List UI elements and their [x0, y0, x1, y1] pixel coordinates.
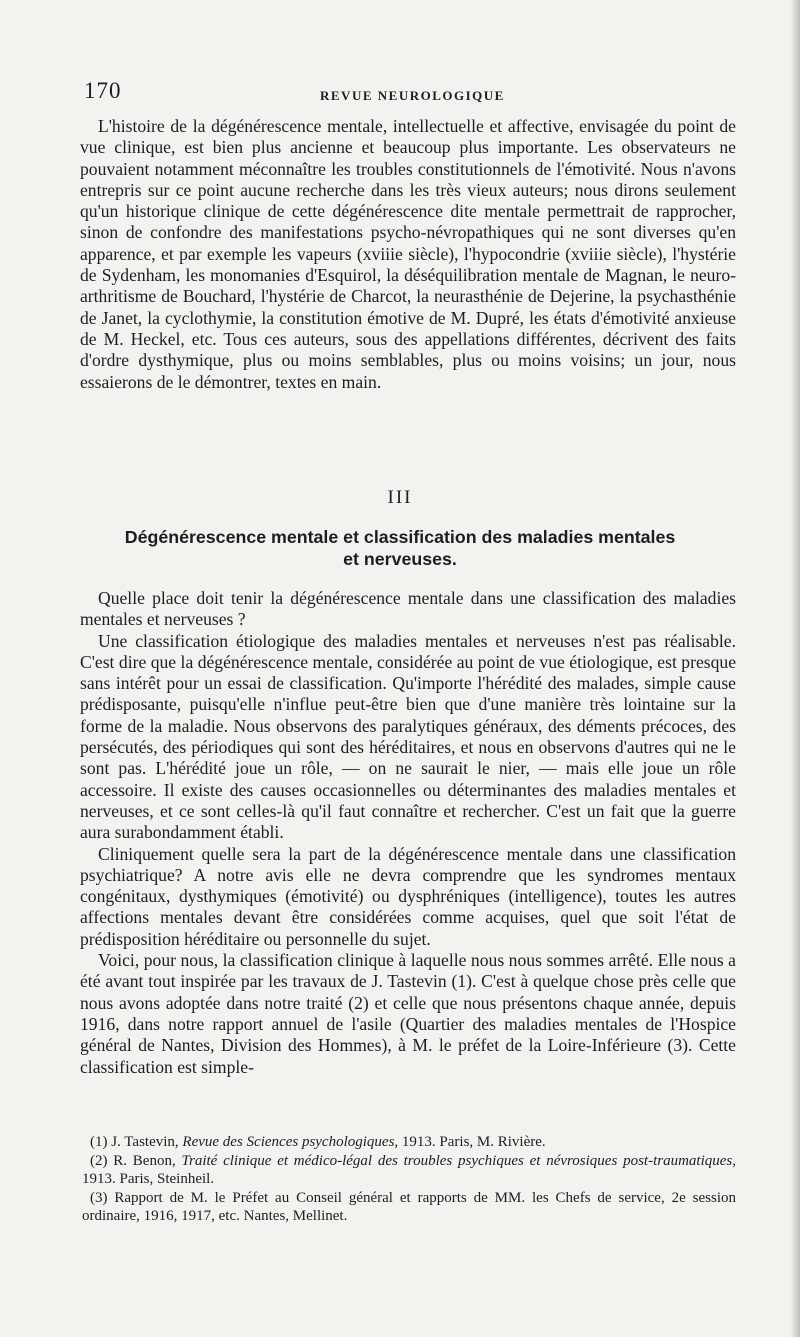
paragraph: Cliniquement quelle sera la part de la dégénérescence mentale dans une classification psychiatrique? A notre avis elle ne devra comprendre que les syndromes mentaux congénitaux, dysthymiques (émotivité) ou dysphréniques (intelligence), toutes les autres affections mentales devant être considérées comme acquises, quel que soit l'état de prédisposition héréditaire ou personnelle du sujet. — [80, 843, 736, 949]
footnote — [82, 1152, 736, 1189]
footnote — [82, 1133, 736, 1152]
footnotes — [82, 1133, 736, 1226]
intro-text-block — [80, 116, 736, 393]
footnote-suffix: , 1913. Paris, M. Rivière. — [394, 1134, 546, 1150]
section-title: Dégénérescence mentale et classification des maladies mentales et nerveuses. — [124, 527, 676, 569]
paragraph: Quelle place doit tenir la dégénérescence mentale dans une classification des maladies mentales et nerveuses ? — [80, 588, 736, 630]
footnote-prefix: (1) J. Tastevin, — [90, 1134, 183, 1150]
page-edge-shadow — [790, 0, 800, 1337]
section-body — [80, 588, 736, 1078]
journal-title: REVUE NEUROLOGIQUE — [320, 88, 505, 103]
section-number: III — [387, 487, 413, 508]
footnote-prefix: (3) Rapport de M. le Préfet au Conseil général et rapports de MM. les Chefs de service, 2e session ordinaire, 1916, 1917, etc. Nantes, Mellinet. — [82, 1189, 736, 1224]
running-head — [84, 78, 734, 108]
intro-paragraph: L'histoire de la dégénérescence mentale, intellectuelle et affective, envisagée du point de vue clinique, est bien plus ancienne et beaucoup plus importante. Les observateurs ne pouvaient notamment méconnaître les troubles constitutionnels de l'émotivité. Nous n'avons entrepris sur ce point aucune recherche dans les très vieux auteurs; nous dirons seulement qu'un historique clinique de cette dégénérescence dite mentale permettrait de rapprocher, sinon de confondre des manifestations psycho-névropathiques qui ne sont diverses qu'en apparence, et par exemple les vapeurs (xviiie siècle), l'hypocondrie (xviiie siècle), l'hystérie de Sydenham, les monomanies d'Esquirol, la déséquilibration mentale de Magnan, le neuro-arthritisme de Bouchard, l'hystérie de Charcot, la neurasthénie de Dejerine, la psychasthénie de Janet, la cyclothymie, la constitution émotive de M. Dupré, les états d'émotivité anxieuse de M. Heckel, etc. Tous ces auteurs, sous des appellations différentes, décrivent des faits d'ordre dysthymique, plus ou moins semblables, plus ou moins voisins; un jour, nous essaierons de le démontrer, textes en main. — [80, 116, 736, 392]
footnote — [82, 1189, 736, 1226]
footnote-suffix: , 1913. Paris, Steinheil. — [82, 1152, 736, 1187]
footnote-prefix: (2) R. Benon, — [90, 1152, 182, 1169]
paragraph: Une classification étiologique des maladies mentales et nerveuses n'est pas réalisable. C'est dire que la dégénérescence mentale, considérée au point de vue étiologique, est presque sans intérêt pour un essai de classification. Qu'importe l'hérédité des malades, simple cause prédisposante, puisqu'elle n'influe peut-être bien que d'une manière très lointaine sur la forme de la maladie. Nous observons des paralytiques généraux, des déments précoces, des persécutés, des périodiques qui sont des héréditaires, et nous en observons d'autres qui ne le sont pas. L'hérédité joue un rôle, — on ne saurait le nier, — mais elle joue un rôle accessoire. Il existe des causes occasionnelles ou déterminantes des maladies mentales et nerveuses, et ce sont celles-là qu'il faut connaître et rechercher. C'est un fait que la guerre aura surabondamment établi. — [80, 630, 736, 843]
footnote-title: Revue des Sciences psychologiques — [182, 1134, 395, 1150]
page-number: 170 — [84, 78, 122, 103]
footnote-title: Traité clinique et médico-légal des troubles psychiques et névrosiques post-traumatiques — [181, 1152, 733, 1169]
paragraph: Voici, pour nous, la classification clinique à laquelle nous nous sommes arrêté. Elle nous a été avant tout inspirée par les travaux de J. Tastevin (1). C'est à quelque chose près celle que nous avons adoptée dans notre traité (2) et celle que nous présentons chaque année, depuis 1916, dans notre rapport annuel de l'asile (Quartier des maladies mentales de l'Hospice général de Nantes, Division des Hommes), à M. le préfet de la Loire-Inférieure (3). Cette classification est simple- — [80, 950, 736, 1077]
